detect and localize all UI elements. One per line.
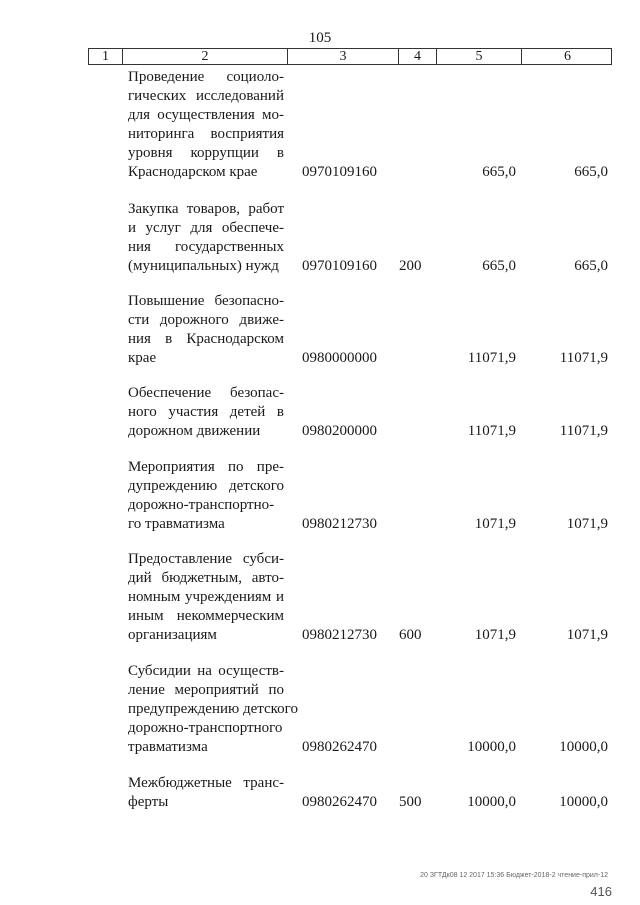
- description-line: ного участия детей в: [128, 404, 284, 420]
- description-line: ниторинга восприятия: [128, 126, 284, 142]
- description-line: организациям: [128, 627, 217, 643]
- header-col-4: 4: [399, 49, 437, 64]
- description-line: (муниципальных) нужд: [128, 258, 279, 274]
- header-col-2: 2: [123, 49, 288, 64]
- row-expense-type: 600: [399, 627, 422, 643]
- description-line: ния в Краснодарском: [128, 331, 284, 347]
- description-line: номным учреждениям и: [128, 589, 284, 605]
- row-description: [128, 774, 284, 812]
- row-value-col6: 1071,9: [566, 516, 608, 532]
- row-description: [128, 292, 284, 368]
- description-line: ферты: [128, 794, 169, 810]
- row-code: 0980262470: [302, 739, 377, 755]
- row-value-col5: 10000,0: [467, 739, 516, 755]
- description-line: травматизма: [128, 739, 208, 755]
- description-line: Повышение безопасно-: [128, 293, 284, 309]
- description-line: Краснодарском крае: [128, 164, 258, 180]
- description-line: предупреждению детского: [128, 701, 298, 717]
- header-col-5: 5: [437, 49, 522, 64]
- description-line: Обеспечение безопас-: [128, 385, 284, 401]
- row-value-col5: 10000,0: [467, 794, 516, 810]
- row-value-col6: 11071,9: [559, 423, 608, 439]
- description-line: Проведение социоло-: [128, 69, 284, 85]
- row-code: 0980262470: [302, 794, 377, 810]
- description-line: Предоставление субси-: [128, 551, 284, 567]
- row-value-col6: 665,0: [574, 164, 608, 180]
- row-description: [128, 384, 284, 441]
- description-line: дорожно-транспортного: [128, 720, 283, 736]
- row-value-col6: 11071,9: [559, 350, 608, 366]
- description-line: Субсидии на осуществ-: [128, 663, 284, 679]
- page-number: 105: [308, 30, 332, 46]
- row-expense-type: 200: [399, 258, 422, 274]
- row-value-col5: 11071,9: [467, 423, 516, 439]
- description-line: дий бюджетным, авто-: [128, 570, 284, 586]
- description-line: дупреждению детского: [128, 478, 284, 494]
- description-line: Закупка товаров, работ: [128, 201, 284, 217]
- row-expense-type: 500: [399, 794, 422, 810]
- description-line: крае: [128, 350, 157, 366]
- header-col-1: 1: [89, 49, 123, 64]
- row-value-col6: 10000,0: [559, 739, 608, 755]
- footer-stamp: 20 ЗГТДк08 12 2017 15:36 Бюджет-2018-2 чтение-прил-12: [420, 872, 608, 879]
- row-code: 0970109160: [302, 258, 377, 274]
- row-code: 0980000000: [302, 350, 377, 366]
- description-line: го травматизма: [128, 516, 225, 532]
- row-description: [128, 550, 284, 645]
- description-line: Межбюджетные транс-: [128, 775, 284, 791]
- description-line: Мероприятия по пре-: [128, 459, 284, 475]
- footer-page-number: 416: [590, 884, 612, 899]
- description-line: гических исследований: [128, 88, 284, 104]
- row-code: 0980200000: [302, 423, 377, 439]
- row-value-col6: 665,0: [574, 258, 608, 274]
- description-line: иным некоммерческим: [128, 608, 284, 624]
- row-value-col5: 665,0: [482, 258, 516, 274]
- description-line: уровня коррупции в: [128, 145, 284, 161]
- row-value-col5: 1071,9: [474, 627, 516, 643]
- row-description: [128, 200, 284, 276]
- description-line: дорожно-транспортно-: [128, 497, 275, 513]
- row-value-col6: 10000,0: [559, 794, 608, 810]
- table-header: [88, 48, 612, 65]
- description-line: сти дорожного движе-: [128, 312, 284, 328]
- row-value-col5: 665,0: [482, 164, 516, 180]
- row-value-col5: 1071,9: [474, 516, 516, 532]
- header-col-3: 3: [288, 49, 399, 64]
- row-code: 0970109160: [302, 164, 377, 180]
- description-line: для осуществления мо-: [128, 107, 284, 123]
- row-value-col5: 11071,9: [467, 350, 516, 366]
- description-line: ление мероприятий по: [128, 682, 284, 698]
- description-line: дорожном движении: [128, 423, 261, 439]
- row-code: 0980212730: [302, 627, 377, 643]
- description-line: ния государственных: [128, 239, 284, 255]
- description-line: и услуг для обеспече-: [128, 220, 284, 236]
- row-code: 0980212730: [302, 516, 377, 532]
- row-value-col6: 1071,9: [566, 627, 608, 643]
- header-col-6: 6: [564, 49, 571, 64]
- row-description: [128, 458, 284, 534]
- row-description: [128, 68, 284, 182]
- row-description: [128, 662, 298, 757]
